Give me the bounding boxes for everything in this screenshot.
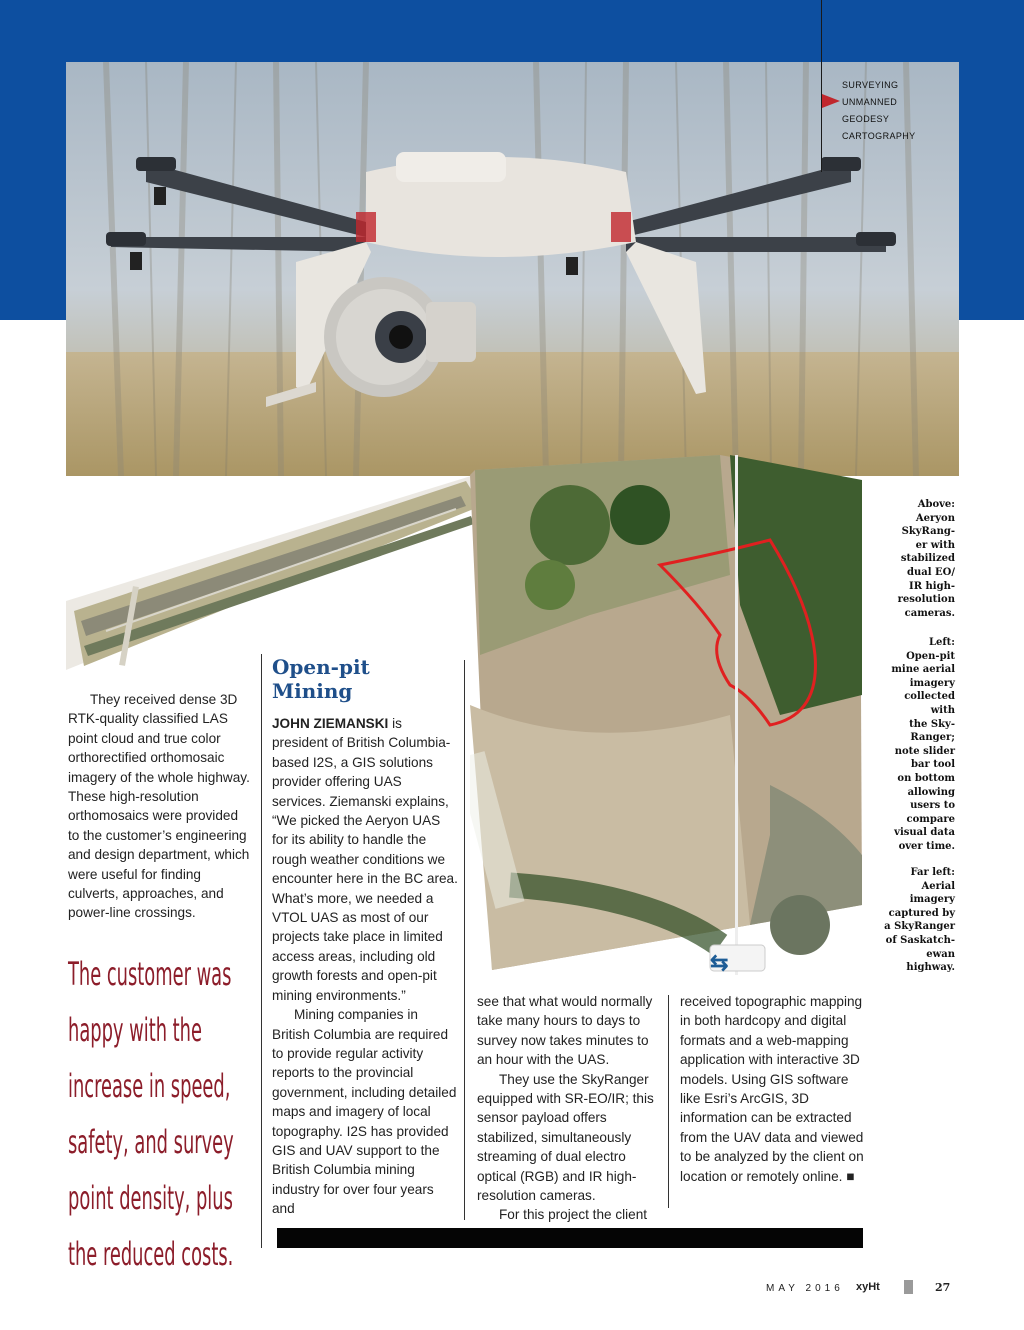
pull-quote [68, 946, 234, 1282]
byline-name: JOHN ZIEMANSKI [272, 716, 389, 731]
body-column-1 [68, 690, 252, 923]
col2-paragraph-2: Mining companies in British Columbia are required to provide regular activity reports to the provincial government, including detailed maps and imagery of local topography. I2S has provided GIS and UAV support to the British Columbia mining industry for over four years and [272, 1007, 457, 1217]
footer-block [904, 1280, 913, 1294]
highway-aerial [66, 476, 486, 670]
pull-quote-line: The customer was [68, 955, 232, 993]
section-heading [272, 655, 452, 703]
mine-aerial [470, 455, 862, 975]
footer-magazine: xyHt [856, 1281, 880, 1293]
tag-divider-line [821, 0, 822, 172]
col3-paragraph-3: For this project the client [499, 1207, 648, 1223]
body-column-2 [272, 714, 458, 1219]
footer-date: MAY 2016 [766, 1283, 844, 1294]
pull-quote-line: happy with the [68, 1011, 202, 1049]
col4-paragraph-1: received topographic mapping in both hardcopy and digital formats and a web-mapping application with interactive 3D models. Using GIS software like Esri’s ArcGIS, 3D information can be extracted from the UAV data and viewed to be analyzed by the client on location or remotely online. ■ [680, 994, 864, 1184]
column-rule [668, 995, 669, 1208]
page-number: 27 [935, 1281, 951, 1294]
caption-far-left: Far left: Aerial imagery captured by a SkyRanger of Saskatch- ewan highway. [884, 867, 955, 974]
column-rule [464, 660, 465, 1220]
col3-paragraph-1: see that what would normally take many hours to days to survey now takes minutes to an hour with the UAS. [477, 994, 653, 1068]
body-column-4 [680, 992, 866, 1186]
tag-unmanned[interactable]: UNMANNED [842, 97, 898, 107]
pull-quote-line: increase in speed, [68, 1067, 231, 1105]
pull-quote-line: safety, and survey [68, 1123, 234, 1161]
slider-arrows-icon[interactable]: ⇆ [710, 950, 729, 975]
section-heading-line: Mining [272, 679, 353, 703]
drone-photo [66, 62, 959, 476]
section-heading-line: Open-pit [272, 655, 370, 679]
body-column-3 [477, 992, 663, 1225]
decorative-bar [277, 1228, 863, 1248]
caption-above: Above: Aeryon SkyRang- er with stabilized dual EO/ IR high- resolution cameras. [897, 499, 955, 619]
tag-surveying[interactable]: SURVEYING [842, 80, 899, 90]
pull-quote-line: the reduced costs. [68, 1235, 234, 1273]
caption-left: Left: Open-pit mine aerial imagery collected with the Sky- Ranger; note slider bar tool on bottom allowing users to compare visual data over time. [891, 637, 955, 852]
active-tag-marker-icon [822, 94, 840, 108]
pull-quote-line: point density, plus [68, 1179, 233, 1217]
column-rule [261, 654, 262, 1248]
tag-cartography[interactable]: CARTOGRAPHY [842, 131, 916, 141]
tag-geodesy[interactable]: GEODESY [842, 114, 890, 124]
col1-paragraph: They received dense 3D RTK-quality classified LAS point cloud and true color orthorectified orthomosaic imagery of the whole highway. These high-resolution orthomosaics were provided to the customer’s engineering and design department, which were useful for finding culverts, approaches, and power-line crossings. [68, 692, 250, 921]
col2-paragraph-1: is president of British Columbia-based I2S, a GIS solutions provider offering UAS services. Ziemanski explains, “We picked the Aeryon UAS for its ability to handle the rough weather conditions we encounter here in the BC area. What’s more, we needed a VTOL UAS as most of our projects take place in limited access areas, including old growth forests and open-pit mining environments.” [272, 716, 458, 1003]
col3-paragraph-2: They use the SkyRanger equipped with SR-EO/IR; this sensor payload offers stabilized, simultaneously streaming of dual electro optical (RGB) and IR high-resolution cameras. [477, 1071, 654, 1204]
